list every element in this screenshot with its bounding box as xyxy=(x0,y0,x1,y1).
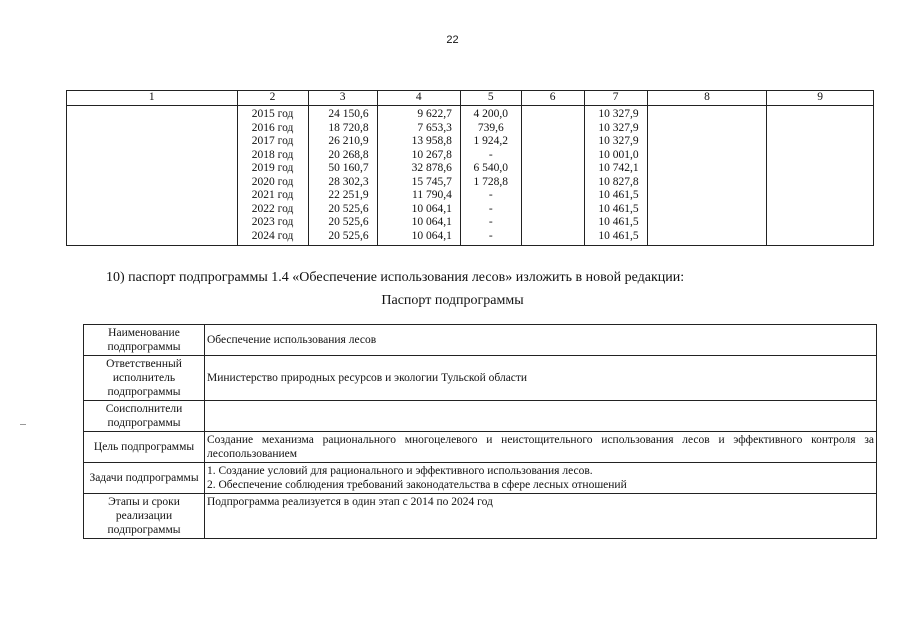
col-3-cell xyxy=(308,106,377,246)
table-cell-value: 10 001,0 xyxy=(598,148,639,161)
table-cell-value: 26 210,9 xyxy=(328,135,369,147)
passport-value: Подпрограмма реализуется в один этап с 2014 по 2024 год xyxy=(205,494,877,539)
financing-table xyxy=(66,90,874,246)
column-header: 7 xyxy=(584,91,647,106)
task-line: 1. Создание условий для рационального и эффективного использования лесов. xyxy=(207,465,593,477)
col-5-cell xyxy=(460,106,521,246)
passport-heading: Паспорт подпрограммы xyxy=(381,293,524,308)
col-1-cell xyxy=(67,106,238,246)
table-cell-value: 2022 год xyxy=(251,202,294,215)
col-8-cell xyxy=(647,106,767,246)
column-header: 5 xyxy=(460,91,521,106)
passport-row xyxy=(84,463,877,494)
passport-value xyxy=(205,463,877,494)
table-cell-value: 15 745,7 xyxy=(411,175,452,188)
table-cell-value: 10 461,5 xyxy=(598,229,639,242)
table-cell-value: - xyxy=(488,216,493,228)
passport-row xyxy=(84,401,877,432)
passport-label: Цель подпрограммы xyxy=(84,432,205,463)
col-7-cell xyxy=(584,106,647,246)
col-4-cell xyxy=(377,106,460,246)
column-header: 3 xyxy=(308,91,377,106)
table-cell-value: 10 827,8 xyxy=(598,175,639,188)
table-cell-value: 10 327,9 xyxy=(598,121,639,134)
passport-table xyxy=(83,324,877,539)
table-cell-value: 28 302,3 xyxy=(328,175,369,188)
table-cell-value: 2023 год xyxy=(251,216,294,228)
table-cell-value: 4 200,0 xyxy=(473,108,509,120)
table-cell-value: 2021 год xyxy=(251,189,294,201)
column-header: 2 xyxy=(237,91,308,106)
years-cell xyxy=(237,106,308,246)
page-number: 22 xyxy=(446,34,459,46)
table-cell-value: 11 790,4 xyxy=(412,189,452,201)
table-cell-value: 7 653,3 xyxy=(417,121,452,134)
table-cell-value: 2020 год xyxy=(251,175,294,188)
table-cell-value: 20 525,6 xyxy=(328,229,369,242)
table-cell-value: 2019 год xyxy=(251,162,294,174)
table-cell-value: 10 461,5 xyxy=(598,216,639,228)
passport-row xyxy=(84,432,877,463)
table-cell-value: 2018 год xyxy=(251,148,294,161)
task-line: 2. Обеспечение соблюдения требований законодательства в сфере лесных отношений xyxy=(207,479,627,491)
table-cell-value: 10 327,9 xyxy=(598,108,639,120)
amendment-paragraph: 10) паспорт подпрограммы 1.4 «Обеспечение использования лесов» изложить в новой редакции: xyxy=(106,270,685,285)
column-header: 1 xyxy=(67,91,238,106)
table-cell-value: - xyxy=(488,202,493,215)
column-header: 6 xyxy=(521,91,584,106)
table-row xyxy=(67,106,874,246)
table-cell-value: - xyxy=(488,148,493,161)
passport-row xyxy=(84,325,877,356)
margin-mark xyxy=(20,424,26,425)
passport-label: Ответственный исполнитель подпрограммы xyxy=(84,356,205,401)
table-cell-value: 20 525,6 xyxy=(328,216,369,228)
table-header-row xyxy=(67,91,874,106)
table-cell-value: - xyxy=(488,229,493,242)
col-9-cell xyxy=(767,106,874,246)
passport-value: Министерство природных ресурсов и экологии Тульской области xyxy=(205,356,877,401)
table-cell-value: 10 461,5 xyxy=(598,189,639,201)
passport-value xyxy=(205,401,877,432)
table-cell-value: 32 878,6 xyxy=(411,162,452,174)
table-cell-value: 2024 год xyxy=(251,229,294,242)
passport-label: Наименование подпрограммы xyxy=(84,325,205,356)
passport-label: Задачи подпрограммы xyxy=(84,463,205,494)
table-cell-value: 10 064,1 xyxy=(411,202,452,215)
table-cell-value: 50 160,7 xyxy=(328,162,369,174)
passport-row xyxy=(84,494,877,539)
passport-row xyxy=(84,356,877,401)
table-cell-value: 10 327,9 xyxy=(598,135,639,147)
column-header: 9 xyxy=(767,91,874,106)
column-header: 8 xyxy=(647,91,767,106)
table-cell-value: 13 958,8 xyxy=(411,135,452,147)
column-header: 4 xyxy=(377,91,460,106)
table-cell-value: 1 924,2 xyxy=(473,135,509,147)
table-cell-value: 1 728,8 xyxy=(473,175,509,188)
table-cell-value: 18 720,8 xyxy=(328,121,369,134)
col-6-cell xyxy=(521,106,584,246)
table-cell-value: 2015 год xyxy=(251,108,294,120)
table-cell-value: 2016 год xyxy=(251,121,294,134)
table-cell-value: - xyxy=(488,189,493,201)
table-cell-value: 6 540,0 xyxy=(473,162,509,174)
table-cell-value: 24 150,6 xyxy=(328,108,369,120)
table-cell-value: 10 064,1 xyxy=(411,229,452,242)
table-cell-value: 739,6 xyxy=(477,121,504,134)
table-cell-value: 9 622,7 xyxy=(417,108,452,120)
table-cell-value: 10 742,1 xyxy=(598,162,639,174)
table-cell-value: 20 268,8 xyxy=(328,148,369,161)
passport-value: Обеспечение использования лесов xyxy=(205,325,877,356)
table-cell-value: 10 267,8 xyxy=(411,148,452,161)
table-cell-value: 10 064,1 xyxy=(411,216,452,228)
table-cell-value: 20 525,6 xyxy=(328,202,369,215)
table-cell-value: 22 251,9 xyxy=(328,189,369,201)
passport-label: Этапы и сроки реализации подпрограммы xyxy=(84,494,205,539)
table-cell-value: 2017 год xyxy=(251,135,294,147)
table-cell-value: 10 461,5 xyxy=(598,202,639,215)
passport-label: Соисполнители подпрограммы xyxy=(84,401,205,432)
passport-value: Создание механизма рационального многоцелевого и неистощительного использования лесов и эффективного контроля за лесопользованием xyxy=(205,432,877,463)
